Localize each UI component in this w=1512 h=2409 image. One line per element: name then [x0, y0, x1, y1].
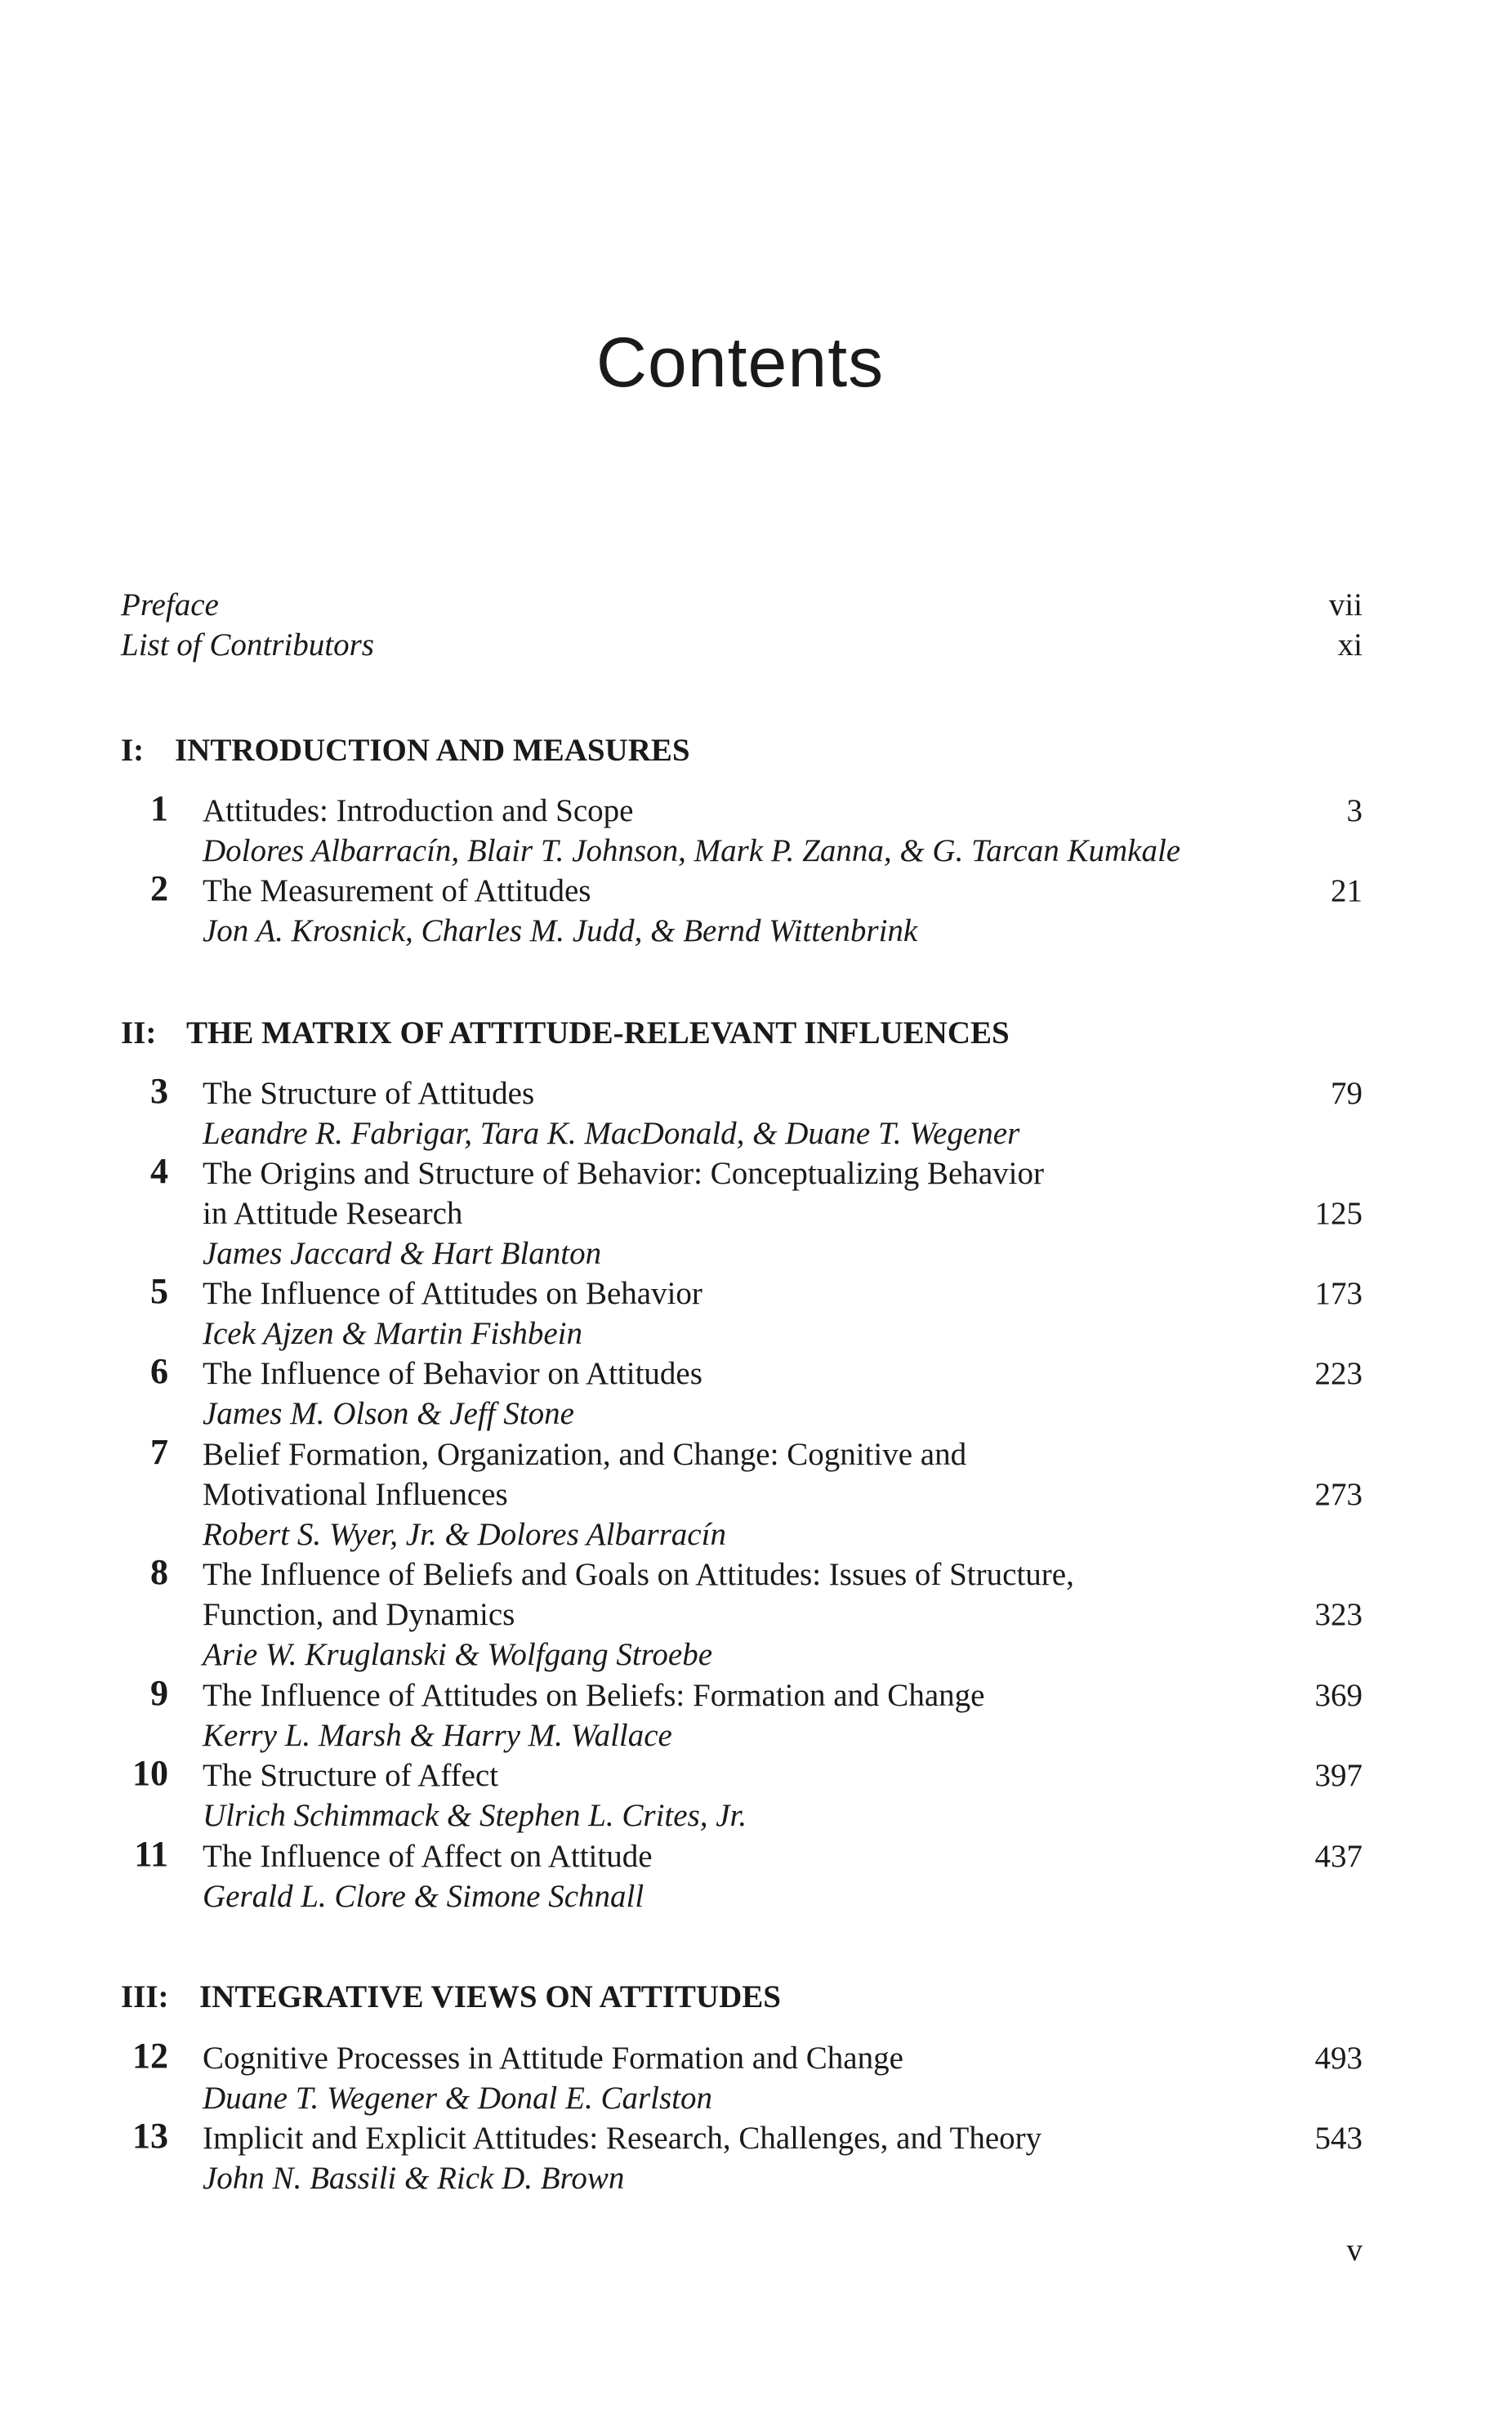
chapter-page: 21: [1331, 873, 1363, 908]
part-heading: [121, 1015, 1363, 1051]
chapter-title: The Influence of Attitudes on Beliefs: Formation and Change: [203, 1678, 985, 1713]
chapter-title-line: [203, 871, 1363, 911]
chapter-page: 273: [1314, 1477, 1363, 1512]
chapter-page: 323: [1314, 1597, 1363, 1632]
chapter-title-line: [203, 1675, 1363, 1715]
page-number: v: [1346, 2233, 1363, 2268]
chapter-entry: [114, 1755, 1363, 1836]
chapter-page: 543: [1314, 2121, 1363, 2156]
chapter-number: 2: [150, 868, 168, 908]
chapter-number: 6: [150, 1351, 168, 1391]
chapter-title: The Influence of Behavior on Attitudes: [203, 1356, 702, 1391]
part-title: INTEGRATIVE VIEWS ON ATTITUDES: [199, 1979, 781, 2014]
chapter-title: The Origins and Structure of Behavior: Conceptualizing Behavior: [203, 1156, 1044, 1191]
chapter-title: in Attitude Research: [203, 1196, 463, 1231]
chapter-title: Motivational Influences: [203, 1477, 508, 1512]
chapter-title: Belief Formation, Organization, and Change: Cognitive and: [203, 1437, 967, 1472]
chapter-entry: [114, 1271, 1363, 1354]
chapter-authors: Kerry L. Marsh & Harry M. Wallace: [203, 1718, 672, 1753]
part-heading: [121, 732, 1363, 769]
chapter-authors: Leandre R. Fabrigar, Tara K. MacDonald, & Duane T. Wegener: [203, 1116, 1020, 1151]
chapter-page: 125: [1314, 1196, 1363, 1231]
chapter-authors: James Jaccard & Hart Blanton: [203, 1236, 602, 1271]
chapter-authors: Gerald L. Clore & Simone Schnall: [203, 1879, 644, 1914]
chapter-entry: [114, 1836, 1363, 1916]
chapter-authors: James M. Olson & Jeff Stone: [203, 1396, 574, 1431]
chapter-number: 12: [132, 2036, 168, 2076]
chapter-entry: [114, 1073, 1363, 1153]
chapter-title-line: [203, 1755, 1363, 1796]
part-heading: [121, 1979, 1363, 2015]
chapter-authors: Icek Ajzen & Martin Fishbein: [203, 1316, 583, 1351]
chapter-page: 3: [1346, 793, 1363, 828]
front-matter-row: [121, 627, 1363, 667]
chapter-entry: [114, 868, 1363, 951]
chapter-authors: Duane T. Wegener & Donal E. Carlston: [203, 2081, 712, 2116]
chapter-title: The Influence of Beliefs and Goals on Attitudes: Issues of Structure,: [203, 1557, 1074, 1592]
chapter-number: 8: [150, 1552, 168, 1592]
chapter-title: Function, and Dynamics: [203, 1597, 515, 1632]
chapter-authors: Dolores Albarracín, Blair T. Johnson, Mark P. Zanna, & G. Tarcan Kumkale: [203, 833, 1181, 868]
part-number: I:: [121, 733, 145, 768]
chapter-title: The Structure of Attitudes: [203, 1076, 535, 1111]
chapter-title-line: [203, 1153, 1363, 1193]
front-matter-page: vii: [1328, 587, 1363, 622]
chapter-title-line: [203, 1555, 1363, 1595]
front-matter-page: xi: [1337, 627, 1363, 662]
front-matter-label: List of Contributors: [121, 627, 374, 662]
chapter-number: 1: [150, 788, 168, 828]
chapter-page: 223: [1314, 1356, 1363, 1391]
chapter-number: 4: [150, 1151, 168, 1191]
chapter-authors: Ulrich Schimmack & Stephen L. Crites, Jr.: [203, 1798, 747, 1833]
chapter-number: 7: [150, 1432, 168, 1472]
chapter-title-line: [203, 1474, 1363, 1515]
chapter-page: 173: [1314, 1276, 1363, 1311]
chapter-authors: Arie W. Kruglanski & Wolfgang Stroebe: [203, 1637, 712, 1672]
chapter-entry: [114, 1351, 1363, 1434]
chapter-entry: [114, 1153, 1363, 1274]
chapter-page: 397: [1314, 1758, 1363, 1793]
chapter-number: 11: [134, 1834, 168, 1874]
chapter-number: 3: [150, 1071, 168, 1111]
chapter-title: The Influence of Affect on Attitude: [203, 1839, 653, 1874]
chapter-title-line: [203, 1193, 1363, 1233]
chapter-title-line: [203, 791, 1363, 831]
chapter-number: 10: [132, 1753, 168, 1793]
chapter-entry: [114, 1552, 1363, 1675]
chapter-authors: John N. Bassili & Rick D. Brown: [203, 2161, 625, 2196]
chapter-title-line: [203, 1434, 1363, 1474]
chapter-title-line: [203, 2038, 1363, 2078]
chapter-title: The Measurement of Attitudes: [203, 873, 591, 908]
chapter-page: 437: [1314, 1839, 1363, 1874]
chapter-entry: [114, 2118, 1363, 2198]
chapter-title: The Structure of Affect: [203, 1758, 499, 1793]
chapter-authors: Robert S. Wyer, Jr. & Dolores Albarracín: [203, 1517, 726, 1552]
part-number: II:: [121, 1015, 157, 1051]
chapter-entry: [114, 2038, 1363, 2118]
part-title: INTRODUCTION AND MEASURES: [175, 733, 690, 768]
chapter-title-line: [203, 1274, 1363, 1314]
chapter-title: Implicit and Explicit Attitudes: Research, Challenges, and Theory: [203, 2121, 1042, 2156]
chapter-page: 493: [1314, 2041, 1363, 2076]
chapter-title-line: [203, 1354, 1363, 1394]
chapter-page: 369: [1314, 1678, 1363, 1713]
chapter-title-line: [203, 1595, 1363, 1635]
chapter-title: Attitudes: Introduction and Scope: [203, 793, 634, 828]
chapter-title: The Influence of Attitudes on Behavior: [203, 1276, 702, 1311]
chapter-number: 9: [150, 1673, 168, 1713]
page-title: Contents: [595, 323, 885, 402]
chapter-title-line: [203, 1836, 1363, 1876]
chapter-number: 13: [132, 2116, 168, 2156]
chapter-entry: [114, 1675, 1363, 1755]
chapter-page: 79: [1331, 1076, 1363, 1111]
chapter-number: 5: [150, 1271, 168, 1311]
front-matter-row: [121, 587, 1363, 627]
chapter-title: Cognitive Processes in Attitude Formation and Change: [203, 2041, 903, 2076]
chapter-title-line: [203, 1073, 1363, 1113]
chapter-entry: [114, 788, 1363, 871]
chapter-authors: Jon A. Krosnick, Charles M. Judd, & Bernd Wittenbrink: [203, 913, 918, 948]
part-title: THE MATRIX OF ATTITUDE-RELEVANT INFLUENCES: [186, 1015, 1010, 1051]
front-matter: [121, 587, 1363, 667]
part-number: III:: [121, 1979, 169, 2014]
chapter-title-line: [203, 2118, 1363, 2158]
front-matter-label: Preface: [121, 587, 219, 622]
chapter-entry: [114, 1434, 1363, 1555]
